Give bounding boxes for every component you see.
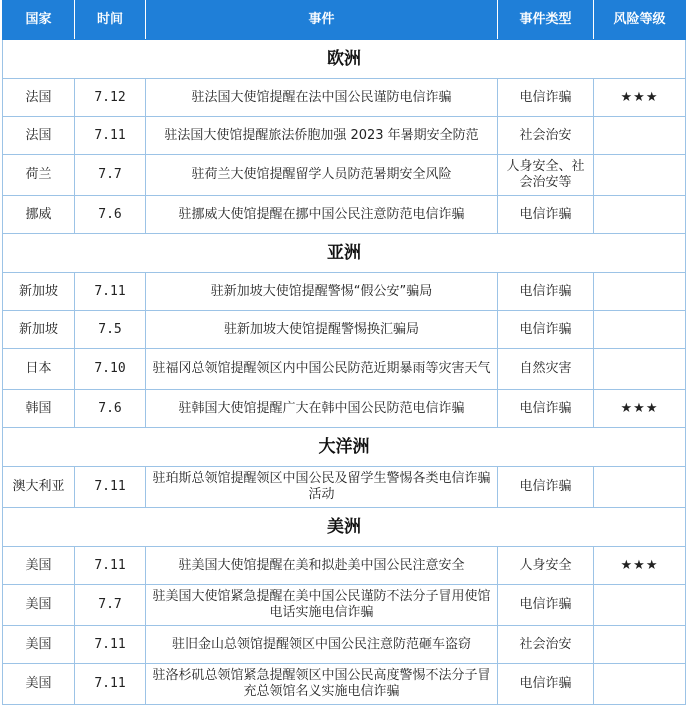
table-row <box>3 155 686 196</box>
risk-stars: ★★★ <box>594 390 686 428</box>
country-cell: 新加坡 <box>3 311 75 349</box>
type-cell: 电信诈骗 <box>498 196 594 234</box>
event-text: 驻荷兰大使馆提醒留学人员防范暑期安全风险 <box>191 167 452 182</box>
risk-stars <box>594 311 686 349</box>
header-event-type: 事件类型 <box>498 1 594 40</box>
event-text: 驻珀斯总领馆提醒领区中国公民及留学生警惕各类电信诈骗活动 <box>152 471 491 502</box>
type-cell: 电信诈骗 <box>498 311 594 349</box>
table-row <box>3 196 686 234</box>
event-cell <box>146 155 498 196</box>
risk-stars <box>594 196 686 234</box>
event-cell <box>146 664 498 705</box>
type-cell: 社会治安 <box>498 626 594 664</box>
header-risk-level: 风险等级 <box>594 1 686 40</box>
event-text: 驻旧金山总领馆提醒领区中国公民注意防范砸车盗窃 <box>171 636 471 652</box>
table-row <box>3 79 686 117</box>
safety-notice-table <box>2 0 686 705</box>
country-cell: 美国 <box>3 547 75 585</box>
risk-stars <box>594 349 686 390</box>
header-country: 国家 <box>3 1 75 40</box>
event-text: 驻美国大使馆紧急提醒在美中国公民谨防不法分子冒用使馆电话实施电信诈骗 <box>152 589 491 620</box>
event-cell <box>146 311 498 349</box>
event-cell <box>146 626 498 664</box>
event-cell <box>146 79 498 117</box>
table-row <box>3 311 686 349</box>
event-text: 驻福冈总领馆提醒领区内中国公民防范近期暴雨等灾害天气 <box>152 361 491 376</box>
table-row <box>3 664 686 705</box>
type-cell: 电信诈骗 <box>498 390 594 428</box>
region-title: 亚洲 <box>3 234 686 273</box>
event-text: 驻新加坡大使馆提醒警惕换汇骗局 <box>223 321 419 337</box>
event-text: 驻挪威大使馆提醒在挪中国公民注意防范电信诈骗 <box>178 206 465 222</box>
event-cell <box>146 467 498 508</box>
table-row <box>3 626 686 664</box>
country-cell: 荷兰 <box>3 155 75 196</box>
event-cell <box>146 547 498 585</box>
type-cell: 人身安全、社会治安等 <box>498 155 594 196</box>
region-row-asia <box>3 234 686 273</box>
type-cell: 电信诈骗 <box>498 585 594 626</box>
date-cell: 7.6 <box>75 196 146 234</box>
risk-stars: ★★★ <box>594 547 686 585</box>
date-cell: 7.7 <box>75 585 146 626</box>
risk-stars <box>594 155 686 196</box>
region-row-oceania <box>3 428 686 467</box>
type-cell: 自然灾害 <box>498 349 594 390</box>
risk-stars: ★★★ <box>594 79 686 117</box>
event-cell <box>146 196 498 234</box>
date-cell: 7.6 <box>75 390 146 428</box>
event-cell <box>146 273 498 311</box>
country-cell: 挪威 <box>3 196 75 234</box>
date-cell: 7.11 <box>75 626 146 664</box>
country-cell: 澳大利亚 <box>3 467 75 508</box>
region-title: 大洋洲 <box>3 428 686 467</box>
risk-stars <box>594 273 686 311</box>
country-cell: 法国 <box>3 79 75 117</box>
event-cell <box>146 585 498 626</box>
date-cell: 7.5 <box>75 311 146 349</box>
risk-stars <box>594 626 686 664</box>
table-row <box>3 273 686 311</box>
table-row <box>3 117 686 155</box>
event-cell <box>146 390 498 428</box>
risk-stars <box>594 117 686 155</box>
table-row <box>3 467 686 508</box>
date-cell: 7.11 <box>75 467 146 508</box>
date-cell: 7.10 <box>75 349 146 390</box>
date-cell: 7.7 <box>75 155 146 196</box>
event-text: 驻法国大使馆提醒在法中国公民谨防电信诈骗 <box>191 89 452 105</box>
type-cell: 人身安全 <box>498 547 594 585</box>
event-text: 驻美国大使馆提醒在美和拟赴美中国公民注意安全 <box>178 557 465 573</box>
country-cell: 日本 <box>3 349 75 390</box>
country-cell: 美国 <box>3 585 75 626</box>
region-title: 欧洲 <box>3 40 686 79</box>
country-cell: 韩国 <box>3 390 75 428</box>
type-cell: 电信诈骗 <box>498 79 594 117</box>
header-event: 事件 <box>146 1 498 40</box>
country-cell: 法国 <box>3 117 75 155</box>
header-date: 时间 <box>75 1 146 40</box>
event-text: 驻韩国大使馆提醒广大在韩中国公民防范电信诈骗 <box>178 400 465 416</box>
date-cell: 7.11 <box>75 273 146 311</box>
risk-stars <box>594 664 686 705</box>
date-cell: 7.11 <box>75 664 146 705</box>
country-cell: 新加坡 <box>3 273 75 311</box>
type-cell: 电信诈骗 <box>498 664 594 705</box>
date-cell: 7.12 <box>75 79 146 117</box>
table-row <box>3 585 686 626</box>
event-text: 驻法国大使馆提醒旅法侨胞加强 2023 年暑期安全防范 <box>164 127 479 143</box>
region-row-europe <box>3 40 686 79</box>
country-cell: 美国 <box>3 664 75 705</box>
region-row-americas <box>3 508 686 547</box>
date-cell: 7.11 <box>75 547 146 585</box>
table-row <box>3 547 686 585</box>
type-cell: 社会治安 <box>498 117 594 155</box>
type-cell: 电信诈骗 <box>498 467 594 508</box>
region-title: 美洲 <box>3 508 686 547</box>
table-row <box>3 390 686 428</box>
event-cell <box>146 117 498 155</box>
risk-stars <box>594 467 686 508</box>
date-cell: 7.11 <box>75 117 146 155</box>
type-cell: 电信诈骗 <box>498 273 594 311</box>
event-cell <box>146 349 498 390</box>
table-row <box>3 349 686 390</box>
risk-stars <box>594 585 686 626</box>
table-header <box>3 1 686 40</box>
event-text: 驻洛杉矶总领馆紧急提醒领区中国公民高度警惕不法分子冒充总领馆名义实施电信诈骗 <box>152 668 491 699</box>
country-cell: 美国 <box>3 626 75 664</box>
event-text: 驻新加坡大使馆提醒警惕“假公安”骗局 <box>210 283 433 299</box>
